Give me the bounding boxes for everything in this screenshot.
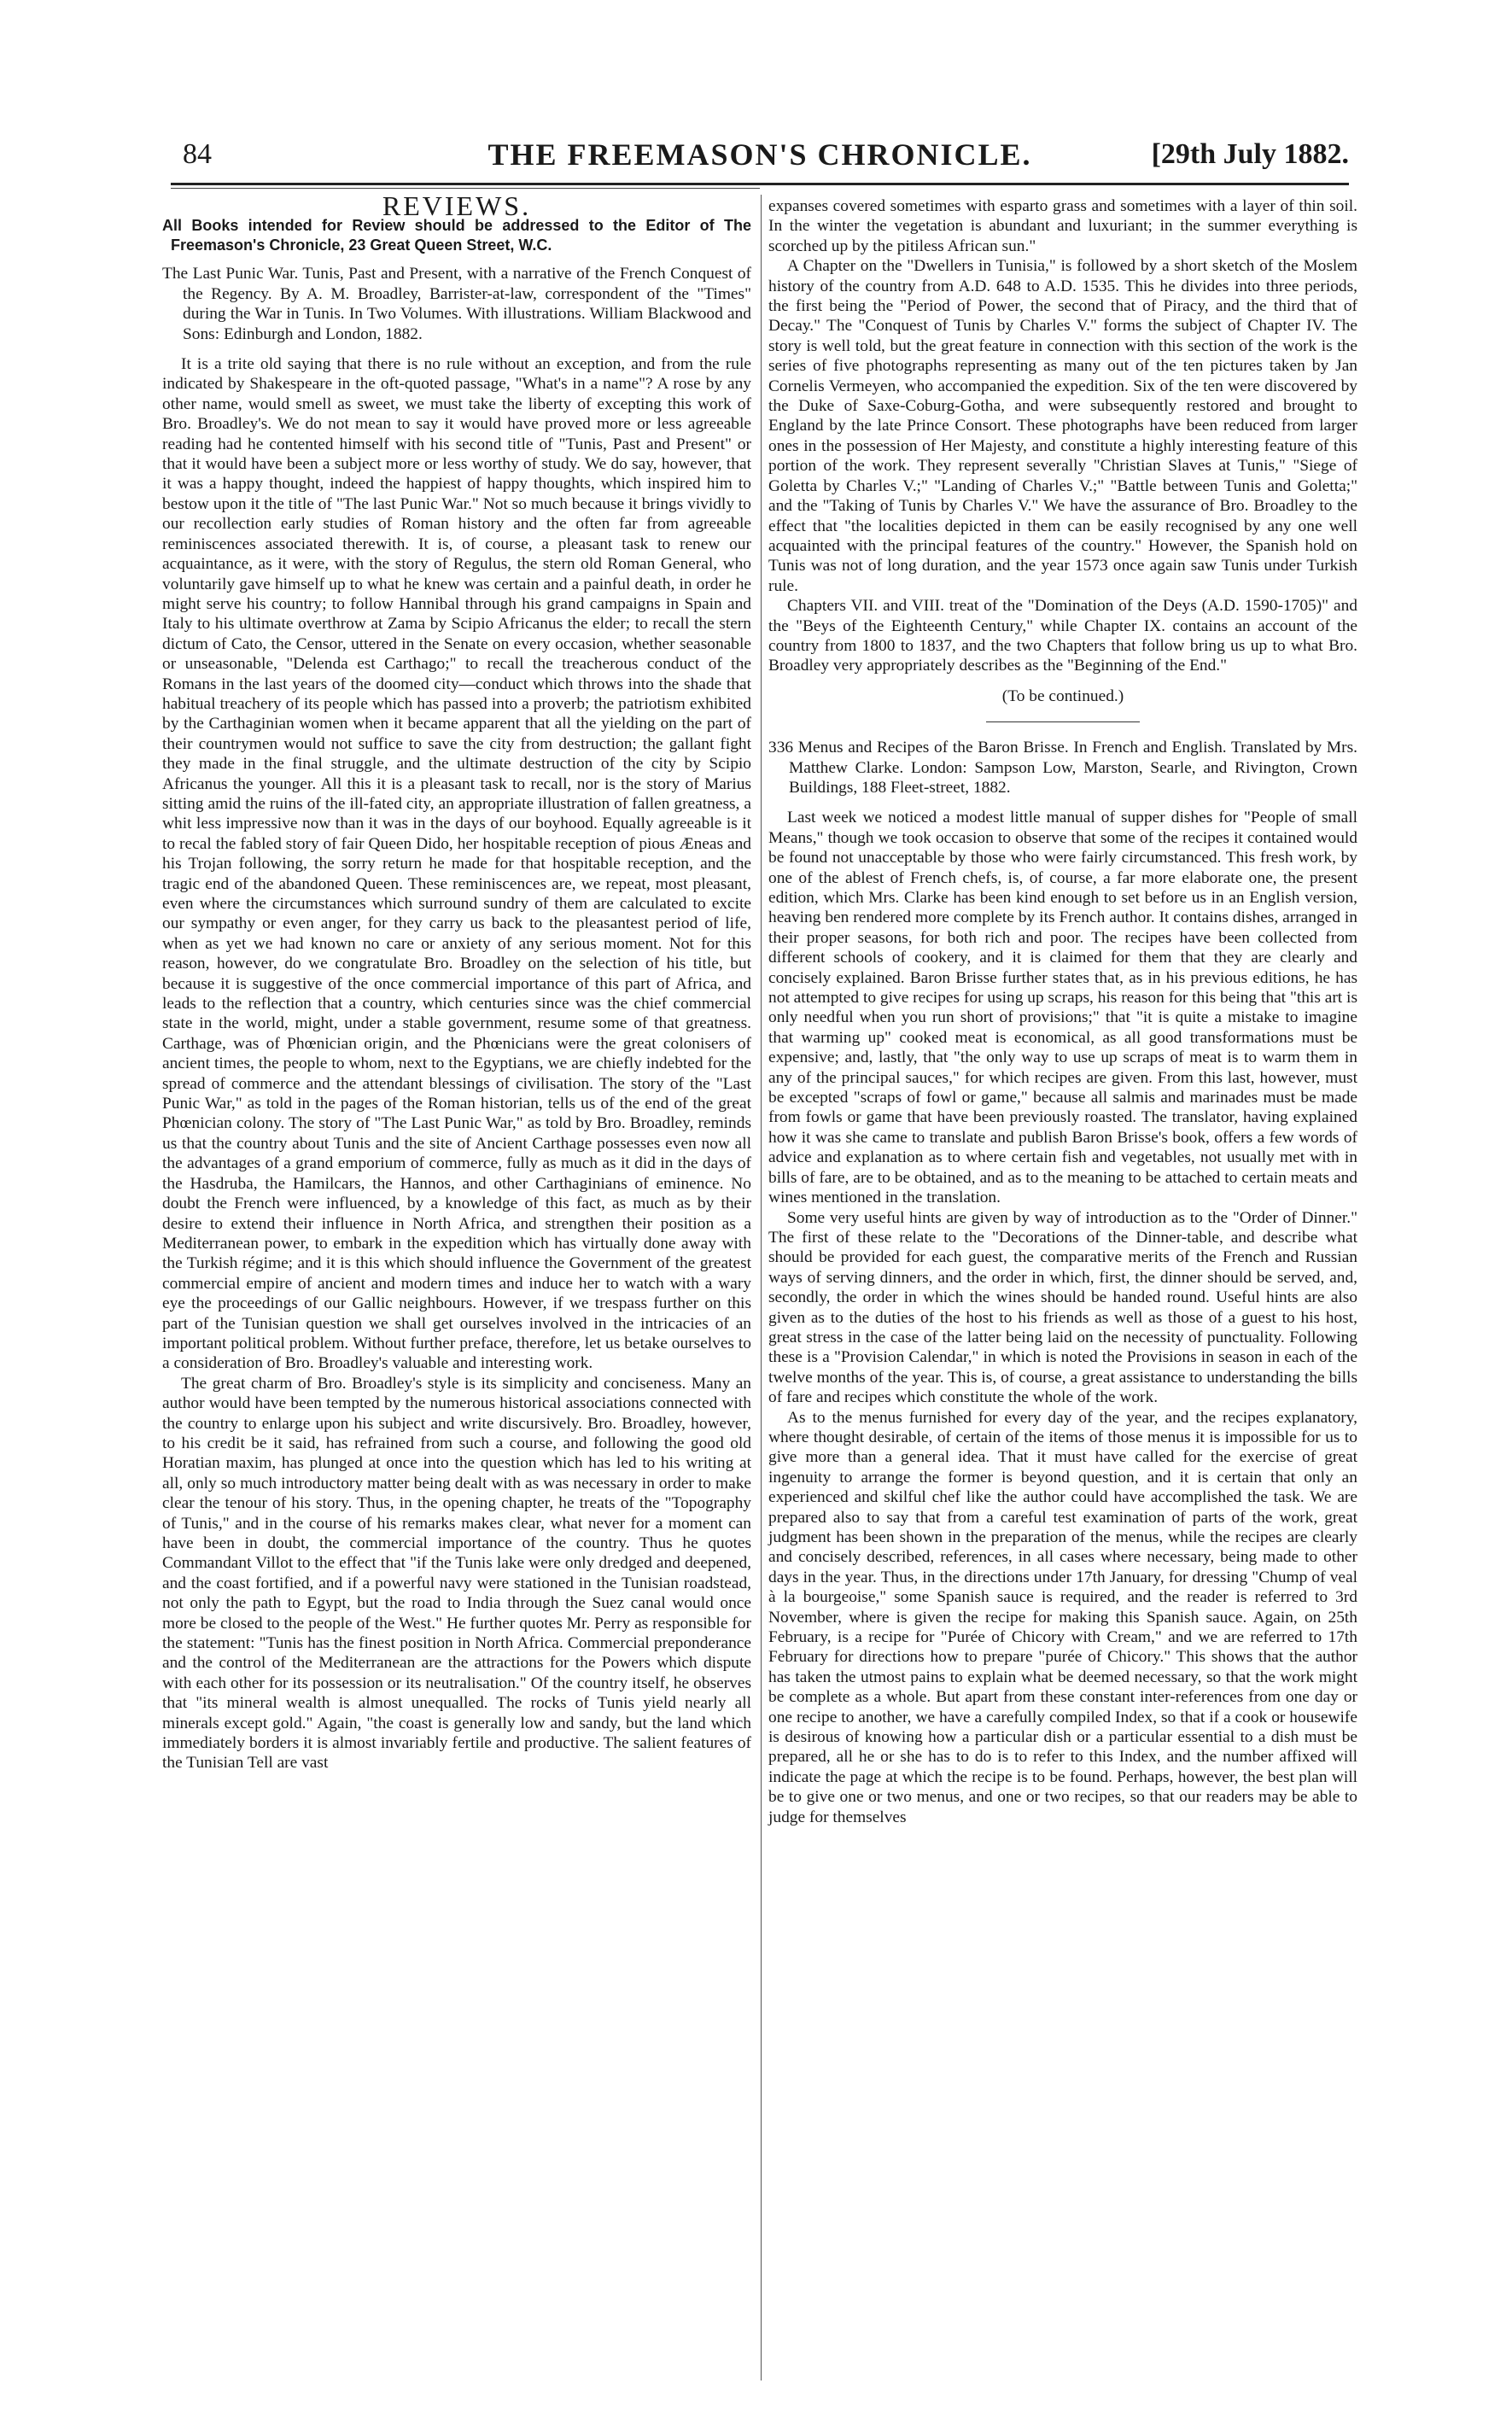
header-rule <box>171 183 1349 185</box>
column-divider <box>761 195 762 2381</box>
body-paragraph: Chapters VII. and VIII. treat of the "Domination of the Deys (A.D. 1590-1705)" and the "Beys of the Eighteenth Century," while Chapter IX. contains an account of the country from 1800 to 1837, and the two Chapters that follow bring us up to what Bro. Broadley very appropriately describes as the "Beginning of the End." <box>768 597 1357 675</box>
body-paragraph: Some very useful hints are given by way of introduction as to the "Order of Dinner." The first of these relate to the "Decorations of the Dinner-table, and describe what should be provided for each guest, the comparative merits of the French and Russian ways of serving dinners, and the order in which, first, the dinner should be served, and, secondly, the order in which the wines should be handed round. Useful hints are also given as to the duties of the host to his friends as well as those of a guest to his host, great stress in the case of the latter being laid on the necessity of punctuality. Following these is a "Provision Calendar," in which is noted the Provisions in season in each of the twelve months of the year. This is, of course, a great assistance to understanding the bills of fare and recipes which constitute the whole of the work. <box>768 1208 1357 1407</box>
body-paragraph: The great charm of Bro. Broadley's style is its simplicity and conciseness. Many an author would have been tempted by the numerous historical associations connected with the country to enlarge upon his subject and write discursively. Bro. Broadley, however, to his credit be it said, has refrained from such a course, and following the good old Horatian maxim, has plunged at once into the question which has led to his writing at all, only so much introductory matter being dealt with as was necessary in order to make clear the tenour of his story. Thus, in the opening chapter, he treats of the "Topography of Tunis," and in the course of his remarks makes clear, what never for a moment can have been in doubt, the commercial importance of the country. Thus he quotes Commandant Villot to the effect that "if the Tunis lake were only dredged and deepened, and the coast fortified, and if a powerful navy were stationed in the Tunisian roadstead, not only the path to Egypt, but the road to India through the Suez canal would once more be closed to the people of the West." He further quotes Mr. Perry as responsible for the statement: "Tunis has the finest position in North Africa. Commercial preponderance and the control of the Mediterranean are the attractions for the Powers which dispute with each other for its possession or its neutralisation." Of the country itself, he observes that "its mineral wealth is almost unequalled. The rocks of Tunis yield nearly all minerals except gold." Again, "the coast is generally low and sandy, but the land which immediately borders it is almost invariably fertile and productive. The salient features of the Tunisian Tell are vast <box>162 1374 751 1773</box>
body-paragraph: expanses covered sometimes with esparto grass and sometimes with a layer of thin soil. In the winter the vegetation is abundant and luxuriant; in the summer everything is scorched up by the pitiless African sun." <box>768 197 1357 255</box>
body-paragraph: A Chapter on the "Dwellers in Tunisia," is followed by a short sketch of the Moslem history of the country from A.D. 648 to A.D. 1535. This he divides into three periods, the first being the "Period of Power, the second that of Piracy, and the third that of Decay." The "Conquest of Tunis by Charles V." forms the subject of Chapter IV. The story is well told, but the great feature in connection with this section of the work is the series of five photographs representing as many out of the ten pictures taken by Jan Cornelis Vermeyen, who accompanied the expedition. Six of the ten were discovered by the Duke of Saxe-Coburg-Gotha, and were subsequently restored and brought to England by the late Prince Consort. These photographs have been reduced from larger ones in the possession of Her Majesty, and constitute a highly interesting feature of this portion of the work. They represent severally "Christian Slaves at Tunis," "Siege of Goletta by Charles V.;" "Landing of Charles V.;" "Battle between Tunis and Goletta;" and the "Taking of Tunis by Charles V." We have the assurance of Bro. Broadley to the effect that "the localities depicted in them can be easily recognised by any one well acquainted with the principal features of the country." However, the Spanish hold on Tunis was not of long duration, and the year 1573 once again saw Tunis under Turkish rule. <box>768 257 1357 595</box>
body-paragraph: It is a trite old saying that there is no rule without an exception, and from the rule indicated by Shakespeare in the oft-quoted passage, "What's in a name"? A rose by any other name, would smell as sweet, we must take the liberty of excepting this work of Bro. Broadley's. We do not mean to say it would have proved more or less agreeable reading had he contented himself with his second title of "Tunis, Past and Present" or that it would have been a subject more or less worthy of study. We do say, however, that it was a happy thought, indeed the happiest of happy thoughts, which inspired him to bestow upon it the title of "The last Punic War." Not so much because it brings vividly to our recollection early studies of Roman history and the often far from agreeable reminiscences associated therewith. It is, of course, a pleasant task to renew our acquaintance, as it were, with the story of Regulus, the stern old Roman General, who voluntarily gave himself up to what he knew was certain and a painful death, in order he might serve his country; to follow Hannibal through his grand campaigns in Spain and Italy to his ultimate overthrow at Zama by Scipio Africanus the elder; to recall the stern dictum of Cato, the Censor, uttered in the Senate on every occasion, whether seasonable or unseasonable, "Delenda est Carthago;" to recall the treacherous conduct of the Romans in the last years of the doomed city—conduct which throws into the shade that habitual treachery of its people which has passed into a proverb; the patriotism exhibited by the Carthaginian women when it became apparent that all the yielding on the part of their countrymen would not suffice to save the city from destruction; the gallant fight they made in the final struggle, and the ultimate destruction of the city by Scipio Africanus the younger. All this it is a pleasant task to recall, nor is the story of Marius sitting amid the ruins of the ill-fated city, an appropriate illustration of fallen greatness, a whit less impressive now than it was in the days of our boyhood. Equally agreeable is it to recal the fabled story of fair Queen Dido, her hospitable reception of pious Æneas and his Trojan following, the sorry return he made for that hospitable reception, and the tragic end of the abandoned Queen. These reminiscences are, we repeat, most pleasant, even where the circumstances which surround sundry of them are calculated to excite our sympathy or even anger, for they carry us back to the pleasantest period of life, when as yet we had known no care or anxiety of any serious moment. Not for this reason, however, do we congratulate Bro. Broadley on the selection of his title, but because it is suggestive of the once commercial importance of this part of Africa, and leads to the reflection that a country, which centuries since was the chief commercial state in the world, might, under a stable government, resume some of that greatness. Carthage, was of Phœnician origin, and the Phœnicians were the great colonisers of ancient times, the people to whom, next to the Egyptians, we are chiefly indebted for the spread of commerce and the attendant blessings of civilisation. The story of the "Last Punic War," as told in the pages of the Roman historian, tells us of the end of the great Phœnician colony. The story of "The Last Punic War," as told by Bro. Broadley, reminds us that the country about Tunis and the site of Ancient Carthage possesses even now all the advantages of a grand emporium of commerce, fully as much as it did in the days of the Hasdruba, the Hamilcars, the Hannos, and other Carthaginians of eminence. No doubt the French were influenced, by a knowledge of this fact, as much as by their desire to extend their influence in North Africa, and strengthen their position as a Mediterranean power, to embark in the expedition which has virtually done away with the Turkish régime; and it is this which should influence the Government of the greatest commercial empire of ancient and modern times and induce her to watch with a wary eye the proceedings of our Gallic neighbours. However, if we trespass further on this part of the Tunisian question we shall get ourselves involved in the intricacies of an important political problem. Without further preface, therefore, let us betake ourselves to a consideration of Bro. Broadley's valuable and interesting work. <box>162 355 751 1373</box>
body-paragraph: Last week we noticed a modest little manual of supper dishes for "People of small Means," though we took occasion to observe that some of the recipes it contained would be found not unacceptable by those who were fairly circumstanced. This fresh work, by one of the ablest of French chefs, is, of course, a far more elaborate one, the present edition, which Mrs. Clarke has been kind enough to set before us in an English version, heaving ben rendered more complete by its French author. It contains dishes, arranged in their proper seasons, for both rich and poor. The recipes have been collected from different schools of cookery, and it is claimed for them that they are clearly and concisely explained. Baron Brisse further states that, as in his previous editions, he has not attempted to give recipes for using up scraps, his reason for this being that "this art is only needful when you run short of provisions;" that "it is quite a mistake to imagine that warming up" cooked meat is economical, as all good transformations must be expensive; and, lastly, that "the only way to use up scraps of meat is to warm them in any of the principal sauces," for which recipes are given. From this last, however, must be excepted "scraps of fowl or game," because all salmis and marinades must be made from fowls or game that have been previously roasted. The translator, having explained how it was she came to translate and publish Baron Brisse's book, offers a few words of advice and explanation as to where certain fish and vegetables, not usually met with in bills of fare, are to be obtained, and as to the meaning to be attached to certain meats and wines mentioned in the translation. <box>768 809 1357 1207</box>
to-be-continued: (To be continued.) <box>1001 686 1124 705</box>
left-column <box>162 190 751 1773</box>
section-heading: REVIEWS. <box>382 190 532 221</box>
body-paragraph: As to the menus furnished for every day of the year, and the recipes explanatory, where thought desirable, of certain of the items of those menus it is impossible for us to give more than a general idea. That it must have called for the exercise of great ingenuity to arrange the former is beyond question, and it is certain that only an experienced and skilful chef like the author could have accomplished the task. We are prepared also to say that from a careful test examination of parts of the work, great judgment has been shown in the preparation of the menus, while the recipes are clearly and concisely described, references, in all cases where necessary, being made to other days in the year. Thus, in the directions under 17th January, for dressing "Chump of veal à la bourgeoise," some Spanish sauce is required, and the reader is referred to 3rd November, where is given the recipe for making this Spanish sauce. Again, on 25th February, is a recipe for "Purée of Chicory with Cream," and we are referred to 17th February for directions how to prepare "purée of Chicory." This shows that the author has taken the utmost pains to explain what be deemed necessary, so that the work might be complete as a whole. But apart from these constant inter-references from one day or one recipe to another, we have a carefully compiled Index, so that if a cook or housewife is desirous of knowing how a particular dish or a particular essential to a dish must be prepared, all he or she has to do is to refer to this Index, and the number affixed will indicate the page at which the recipe is to be found. Perhaps, however, the best plan will be to give one or two menus, and one or two recipes, so that our readers may be able to judge for themselves <box>768 1408 1357 1826</box>
right-column <box>768 196 1357 1827</box>
review-notice: All Books intended for Review should be addressed to the Editor of The Freemason's Chronicle, 23 Great Queen Street, W.C. <box>162 217 751 254</box>
header-subrule <box>171 188 760 189</box>
page-header <box>171 128 1349 179</box>
masthead-title: THE FREEMASON'S CHRONICLE. <box>487 137 1032 172</box>
article-separator <box>986 721 1140 722</box>
book-reference: 336 Menus and Recipes of the Baron Brisse. In French and English. Translated by Mrs. Matthew Clarke. London: Sampson Low, Marston, Searle, and Rivington, Crown Buildings, 188 Fleet-street, 1882. <box>768 739 1357 797</box>
book-reference: The Last Punic War. Tunis, Past and Present, with a narrative of the French Conquest of the Regency. By A. M. Broadley, Barrister-at-law, correspondent of the "Times" during the War in Tunis. In Two Volumes. With illustrations. William Blackwood and Sons: Edinburgh and London, 1882. <box>162 265 751 343</box>
issue-date: [29th July 1882. <box>1151 138 1349 170</box>
page-number: 84 <box>183 138 212 170</box>
